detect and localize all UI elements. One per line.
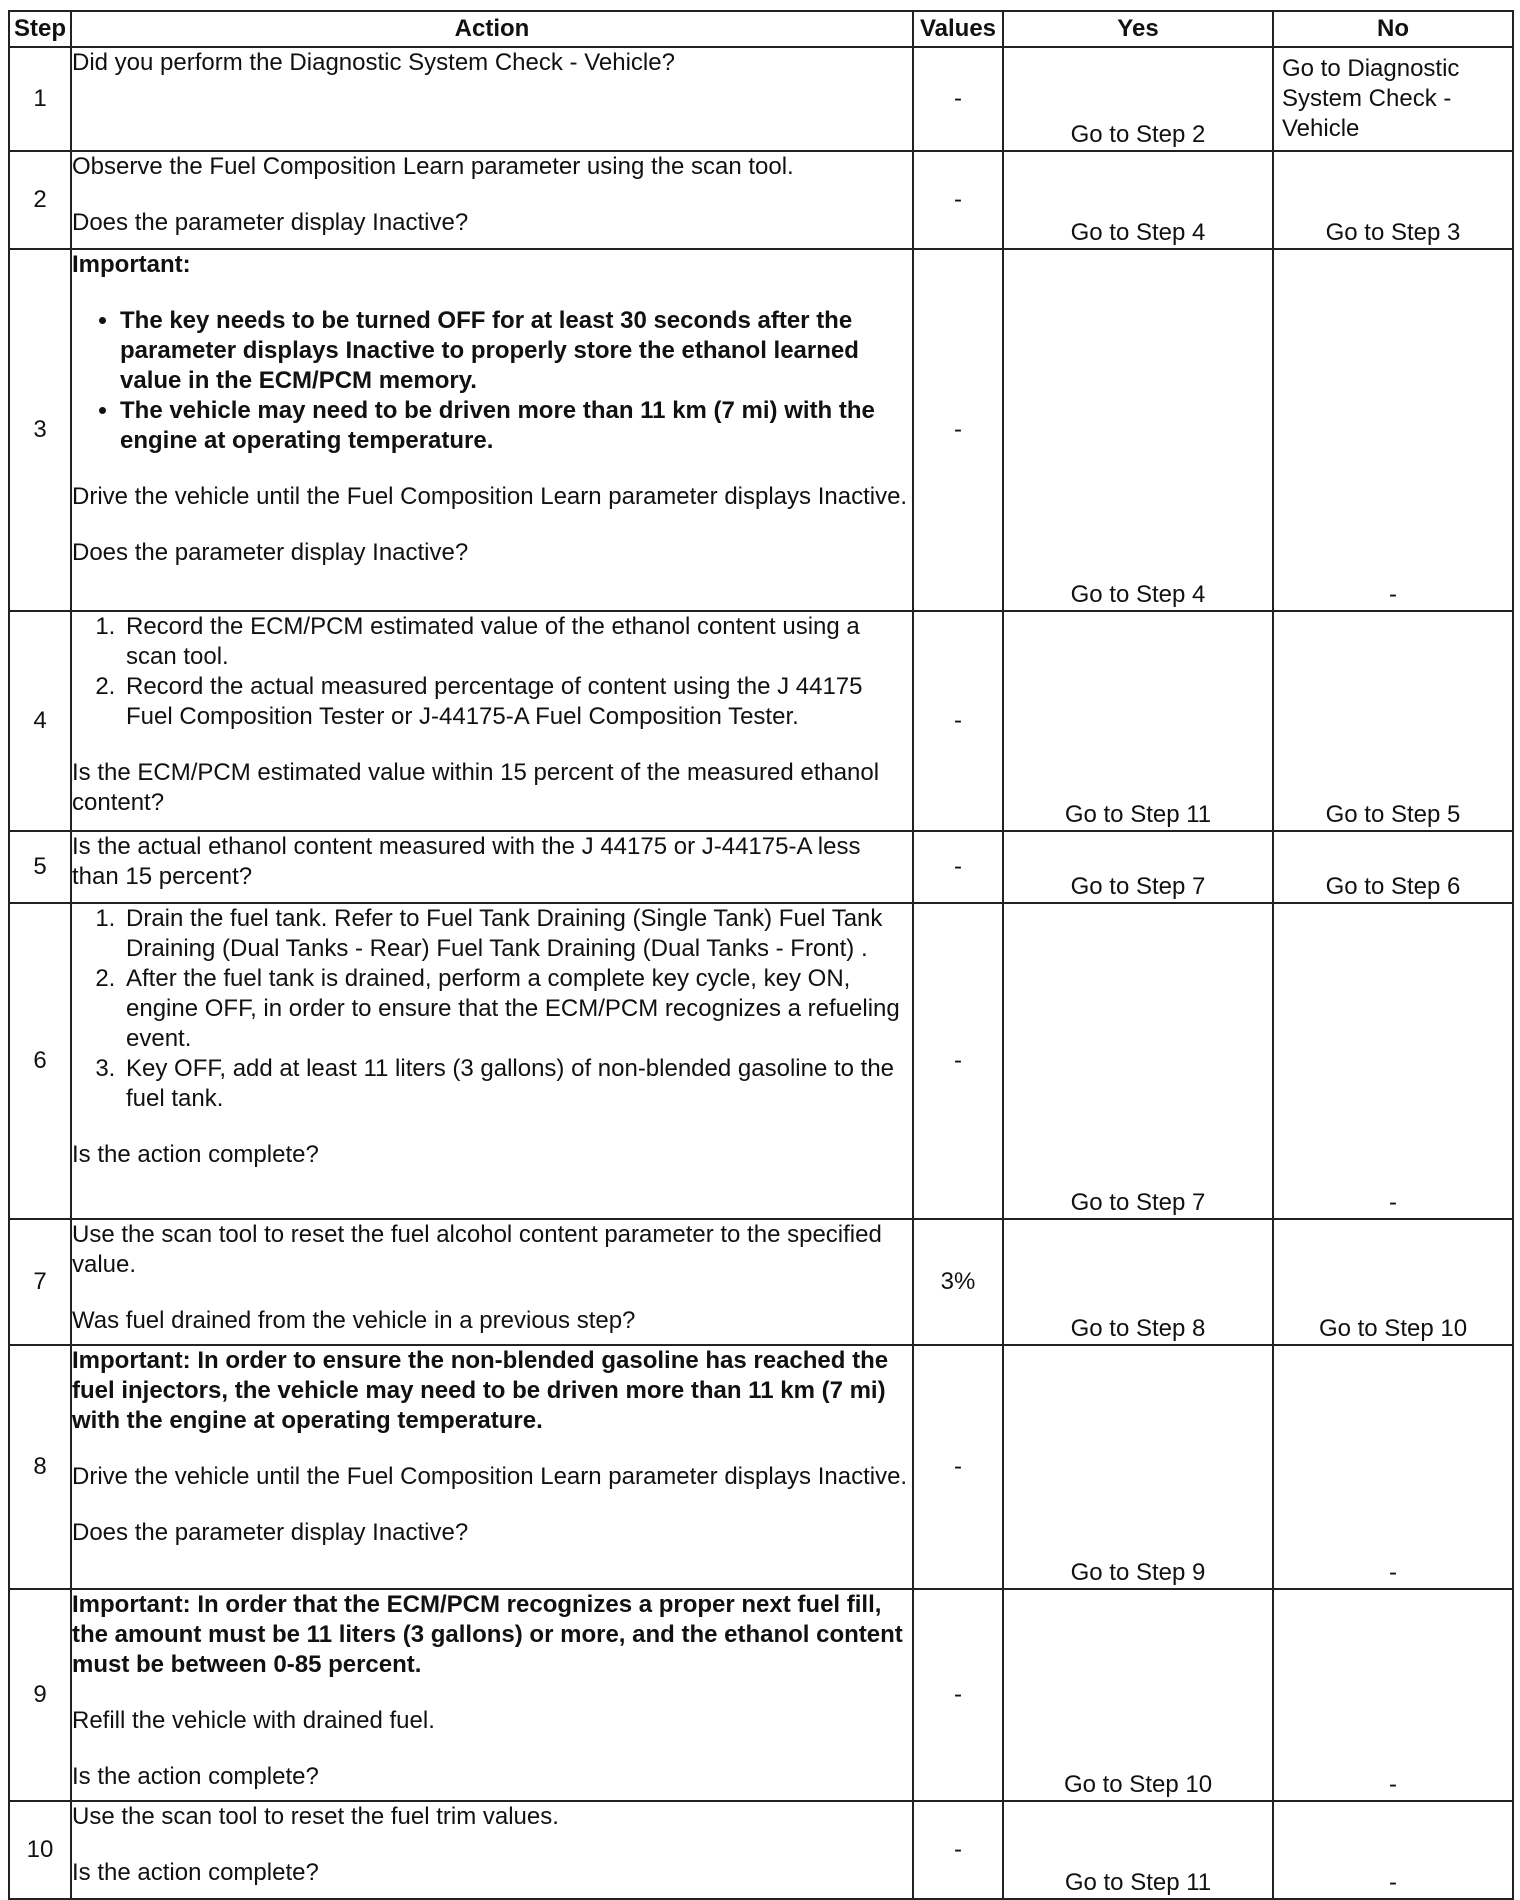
step-number: 7 bbox=[9, 1219, 71, 1345]
action-cell bbox=[71, 903, 913, 1219]
action-instruction: Observe the Fuel Composition Learn parameter using the scan tool. bbox=[72, 153, 794, 180]
yes-cell: Go to Step 11 bbox=[1003, 1801, 1273, 1899]
no-cell: Go to Step 6 bbox=[1273, 831, 1513, 903]
no-cell: - bbox=[1273, 249, 1513, 611]
yes-cell: Go to Step 7 bbox=[1003, 831, 1273, 903]
value-cell: - bbox=[913, 47, 1003, 151]
yes-cell: Go to Step 11 bbox=[1003, 611, 1273, 831]
step-number: 4 bbox=[9, 611, 71, 831]
header-values: Values bbox=[913, 11, 1003, 47]
table-row bbox=[9, 1801, 1513, 1899]
action-question: Was fuel drained from the vehicle in a previous step? bbox=[72, 1307, 636, 1334]
action-instruction: Use the scan tool to reset the fuel trim values. bbox=[72, 1803, 559, 1830]
no-cell: - bbox=[1273, 1345, 1513, 1589]
header-step: Step bbox=[9, 11, 71, 47]
action-question: Does the parameter display Inactive? bbox=[72, 1519, 469, 1546]
action-question: Is the action complete? bbox=[72, 1763, 319, 1790]
step-number: 10 bbox=[9, 1801, 71, 1899]
yes-cell: Go to Step 4 bbox=[1003, 151, 1273, 249]
procedure-item: 1. Record the ECM/PCM estimated value of the ethanol content using a scan tool. bbox=[122, 612, 912, 672]
table-row bbox=[9, 1589, 1513, 1801]
important-bullet: • The vehicle may need to be driven more than 11 km (7 mi) with the engine at operating temperature. bbox=[120, 396, 912, 456]
no-cell: - bbox=[1273, 1801, 1513, 1899]
table-row bbox=[9, 249, 1513, 611]
action-cell bbox=[71, 47, 913, 151]
action-question: Is the action complete? bbox=[72, 1141, 319, 1168]
value-cell: - bbox=[913, 1345, 1003, 1589]
yes-cell: Go to Step 8 bbox=[1003, 1219, 1273, 1345]
step-number: 3 bbox=[9, 249, 71, 611]
value-cell: - bbox=[913, 1801, 1003, 1899]
procedure-item: 2. Record the actual measured percentage of content using the J 44175 Fuel Composition Tester or J-44175-A Fuel Composition Tester. bbox=[122, 672, 912, 732]
no-cell: - bbox=[1273, 1589, 1513, 1801]
value-cell: - bbox=[913, 611, 1003, 831]
no-cell: - bbox=[1273, 903, 1513, 1219]
yes-cell: Go to Step 4 bbox=[1003, 249, 1273, 611]
value-cell: - bbox=[913, 903, 1003, 1219]
procedure-item: 2. After the fuel tank is drained, perform a complete key cycle, key ON, engine OFF, in order to ensure that the ECM/PCM recognizes a refueling event. bbox=[122, 964, 912, 1054]
value-cell: - bbox=[913, 249, 1003, 611]
procedure-item: 1. Drain the fuel tank. Refer to Fuel Tank Draining (Single Tank) Fuel Tank Draining (Dual Tanks - Rear) Fuel Tank Draining (Dual Tanks - Front) . bbox=[122, 904, 912, 964]
yes-cell: Go to Step 9 bbox=[1003, 1345, 1273, 1589]
action-question: Is the actual ethanol content measured with the J 44175 or J-44175-A less than 15 percent? bbox=[72, 833, 861, 890]
diagnostic-table bbox=[8, 10, 1514, 1900]
header-no: No bbox=[1273, 11, 1513, 47]
step-number: 6 bbox=[9, 903, 71, 1219]
important-bullets bbox=[72, 306, 912, 456]
value-cell: - bbox=[913, 1589, 1003, 1801]
action-cell bbox=[71, 1589, 913, 1801]
action-cell bbox=[71, 1219, 913, 1345]
important-label: Important: bbox=[72, 251, 191, 278]
step-number: 1 bbox=[9, 47, 71, 151]
table-row bbox=[9, 1345, 1513, 1589]
table-row bbox=[9, 903, 1513, 1219]
table-row bbox=[9, 151, 1513, 249]
value-cell: - bbox=[913, 151, 1003, 249]
important-note: Important: In order to ensure the non-blended gasoline has reached the fuel injectors, the vehicle may need to be driven more than 11 km (7 mi) with the engine at operating temperature. bbox=[72, 1347, 889, 1434]
action-cell bbox=[71, 151, 913, 249]
step-number: 5 bbox=[9, 831, 71, 903]
header-action: Action bbox=[71, 11, 913, 47]
no-cell: Go to Diagnostic System Check - Vehicle bbox=[1273, 47, 1513, 151]
value-cell: 3% bbox=[913, 1219, 1003, 1345]
table-row bbox=[9, 1219, 1513, 1345]
action-instruction: Drive the vehicle until the Fuel Composition Learn parameter displays Inactive. bbox=[72, 1463, 908, 1490]
action-cell bbox=[71, 831, 913, 903]
yes-cell: Go to Step 10 bbox=[1003, 1589, 1273, 1801]
action-instruction: Use the scan tool to reset the fuel alcohol content parameter to the specified value. bbox=[72, 1221, 882, 1278]
table-row bbox=[9, 831, 1513, 903]
important-note: Important: In order that the ECM/PCM recognizes a proper next fuel fill, the amount must be 11 liters (3 gallons) or more, and the ethanol content must be between 0-85 percent. bbox=[72, 1591, 903, 1678]
yes-cell: Go to Step 2 bbox=[1003, 47, 1273, 151]
action-cell bbox=[71, 1801, 913, 1899]
no-cell: Go to Step 5 bbox=[1273, 611, 1513, 831]
step-number: 2 bbox=[9, 151, 71, 249]
action-cell bbox=[71, 1345, 913, 1589]
important-bullet: • The key needs to be turned OFF for at least 30 seconds after the parameter displays Inactive to properly store the ethanol learned value in the ECM/PCM memory. bbox=[120, 306, 912, 396]
header-yes: Yes bbox=[1003, 11, 1273, 47]
no-cell: Go to Step 10 bbox=[1273, 1219, 1513, 1345]
action-question: Did you perform the Diagnostic System Check - Vehicle? bbox=[72, 49, 675, 76]
yes-cell: Go to Step 7 bbox=[1003, 903, 1273, 1219]
step-number: 8 bbox=[9, 1345, 71, 1589]
action-instruction: Drive the vehicle until the Fuel Composition Learn parameter displays Inactive. bbox=[72, 483, 908, 510]
procedure-list bbox=[72, 612, 912, 732]
action-question: Is the action complete? bbox=[72, 1859, 319, 1886]
action-cell bbox=[71, 611, 913, 831]
step-number: 9 bbox=[9, 1589, 71, 1801]
action-instruction: Refill the vehicle with drained fuel. bbox=[72, 1707, 435, 1734]
action-question: Is the ECM/PCM estimated value within 15 percent of the measured ethanol content? bbox=[72, 759, 880, 816]
action-question: Does the parameter display Inactive? bbox=[72, 209, 469, 236]
action-question: Does the parameter display Inactive? bbox=[72, 539, 469, 566]
table-row bbox=[9, 47, 1513, 151]
procedure-list bbox=[72, 904, 912, 1114]
procedure-item: 3. Key OFF, add at least 11 liters (3 gallons) of non-blended gasoline to the fuel tank. bbox=[122, 1054, 912, 1114]
table-row bbox=[9, 611, 1513, 831]
no-cell: Go to Step 3 bbox=[1273, 151, 1513, 249]
header-row bbox=[9, 11, 1513, 47]
action-cell bbox=[71, 249, 913, 611]
value-cell: - bbox=[913, 831, 1003, 903]
